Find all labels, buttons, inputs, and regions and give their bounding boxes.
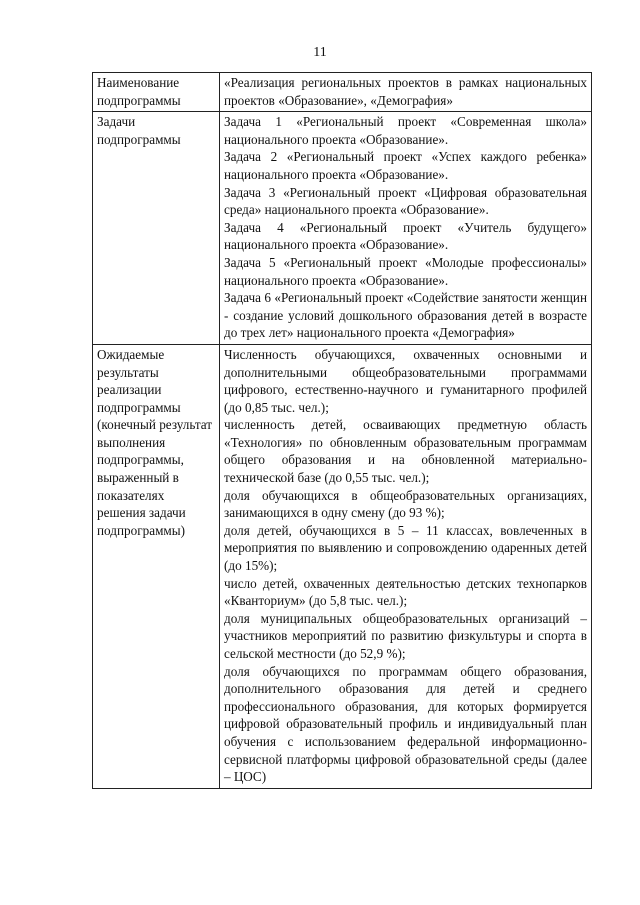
row-content-results [220,344,592,788]
task-item: Задача 1 «Региональный проект «Современная школа» национального проекта «Образование». [224,114,587,147]
result-item: доля обучающихся в общеобразовательных организациях, занимающихся в одну смену (до 93 %); [224,487,587,521]
task-item: Задача 5 «Региональный проект «Молодые профессионалы» национального проекта «Образование». [224,254,587,288]
task-item: Задача 2 «Региональный проект «Успех каждого ребенка» национального проекта «Образование». [224,149,587,182]
row-content-name [220,73,592,112]
result-item: доля обучающихся по программам общего образования, дополнительного образования для детей и среднего профессионального образования, для которых формируется цифровой образовательный профиль и индивидуальный план обучения с использованием федеральной информационно-сервисной платформы цифровой образовательной среды (далее – ЦОС) [224,663,587,785]
table-row-name [93,73,592,112]
task-item: Задача 3 «Региональный проект «Цифровая образовательная среда» национального проекта «Образование». [224,184,587,218]
table-row-results [93,344,592,788]
result-item: число детей, охваченных деятельностью детских технопарков «Кванториум» (до 5,8 тыс. чел.); [224,575,587,609]
result-item: Численность обучающихся, охваченных основными и дополнительными общеобразовательными программами цифрового, естественно-научного и гуманитарного профилей (до 0,85 тыс. чел.); [224,346,587,415]
result-item: численность детей, осваивающих предметную область «Технология» по обновленным образовательным программам общего образования и на обновленной материально-технической базе (до 0,55 тыс. чел.); [224,417,587,486]
subprogram-table [92,72,592,789]
row-label-name: Наименование подпрограммы [93,73,220,112]
result-item: доля муниципальных общеобразовательных организаций – участников мероприятий по развитию физкультуры и спорта в сельской местности (до 52,9 %); [224,610,587,661]
task-item: Задача 6 «Региональный проект «Содействие занятости женщин - создание условий дошкольного образования детей в возрасте до трех лет» национального проекта «Демография» [224,290,587,341]
result-item: доля детей, обучающихся в 5 – 11 классах, вовлеченных в мероприятия по выявлению и сопровождению одаренных детей (до 15%); [224,522,587,574]
row-label-tasks: Задачи подпрограммы [93,112,220,345]
row-label-results: Ожидаемые результаты реализации подпрограммы (конечный результат выполнения подпрограммы, выраженный в показателях решения задачи подпрограммы) [93,344,220,788]
page-number: 11 [313,45,327,60]
task-item: Задача 4 «Региональный проект «Учитель будущего» национального проекта «Образование». [224,219,587,253]
row-content-tasks [220,112,592,345]
table-row-tasks [93,112,592,345]
name-text: «Реализация региональных проектов в рамках национальных проектов «Образование», «Демография» [224,75,587,108]
